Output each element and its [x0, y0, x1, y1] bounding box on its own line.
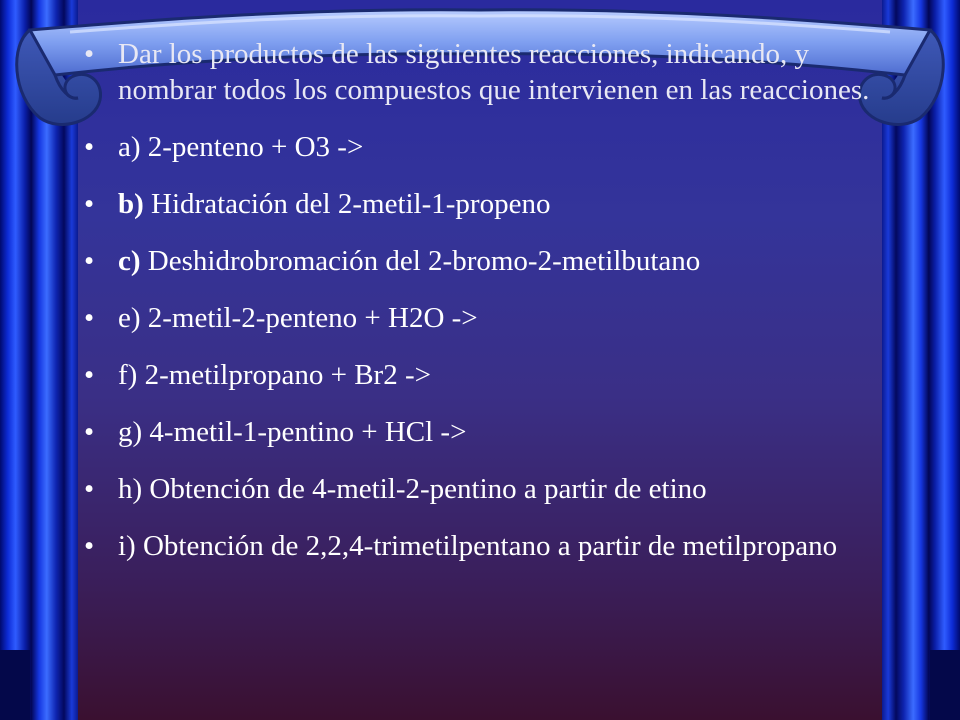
- item-text: g) 4-metil-1-pentino + HCl ->: [118, 416, 467, 448]
- item-text: i) Obtención de 2,2,4-trimetilpentano a partir de metilpropano: [118, 530, 838, 562]
- intro-bullet: [84, 36, 884, 108]
- item-text: a) 2-penteno + O3 ->: [118, 131, 364, 163]
- item-text: f) 2-metilpropano + Br2 ->: [118, 359, 431, 391]
- item-text: e) 2-metil-2-penteno + H2O ->: [118, 302, 478, 334]
- right-curtain-base: [930, 650, 960, 720]
- list-item: [84, 300, 884, 336]
- list-item: [84, 186, 884, 222]
- item-text: h) Obtención de 4-metil-2-pentino a partir de etino: [118, 473, 707, 505]
- item-prefix: c): [118, 245, 141, 277]
- list-item: [84, 243, 884, 279]
- left-curtain-base: [0, 650, 30, 720]
- list-item: [84, 528, 884, 564]
- intro-text: Dar los productos de las siguientes reacciones, indicando, y nombrar todos los compuestos que intervienen en las reacciones.: [118, 38, 870, 106]
- bullet-list: [84, 36, 884, 564]
- item-text: Deshidrobromación del 2-bromo-2-metilbutano: [140, 245, 701, 277]
- item-prefix: b): [118, 188, 144, 220]
- list-item: [84, 357, 884, 393]
- list-item: [84, 414, 884, 450]
- item-text: Hidratación del 2-metil-1-propeno: [143, 188, 551, 220]
- list-item: [84, 471, 884, 507]
- slide-content: [84, 36, 884, 585]
- list-item: [84, 129, 884, 165]
